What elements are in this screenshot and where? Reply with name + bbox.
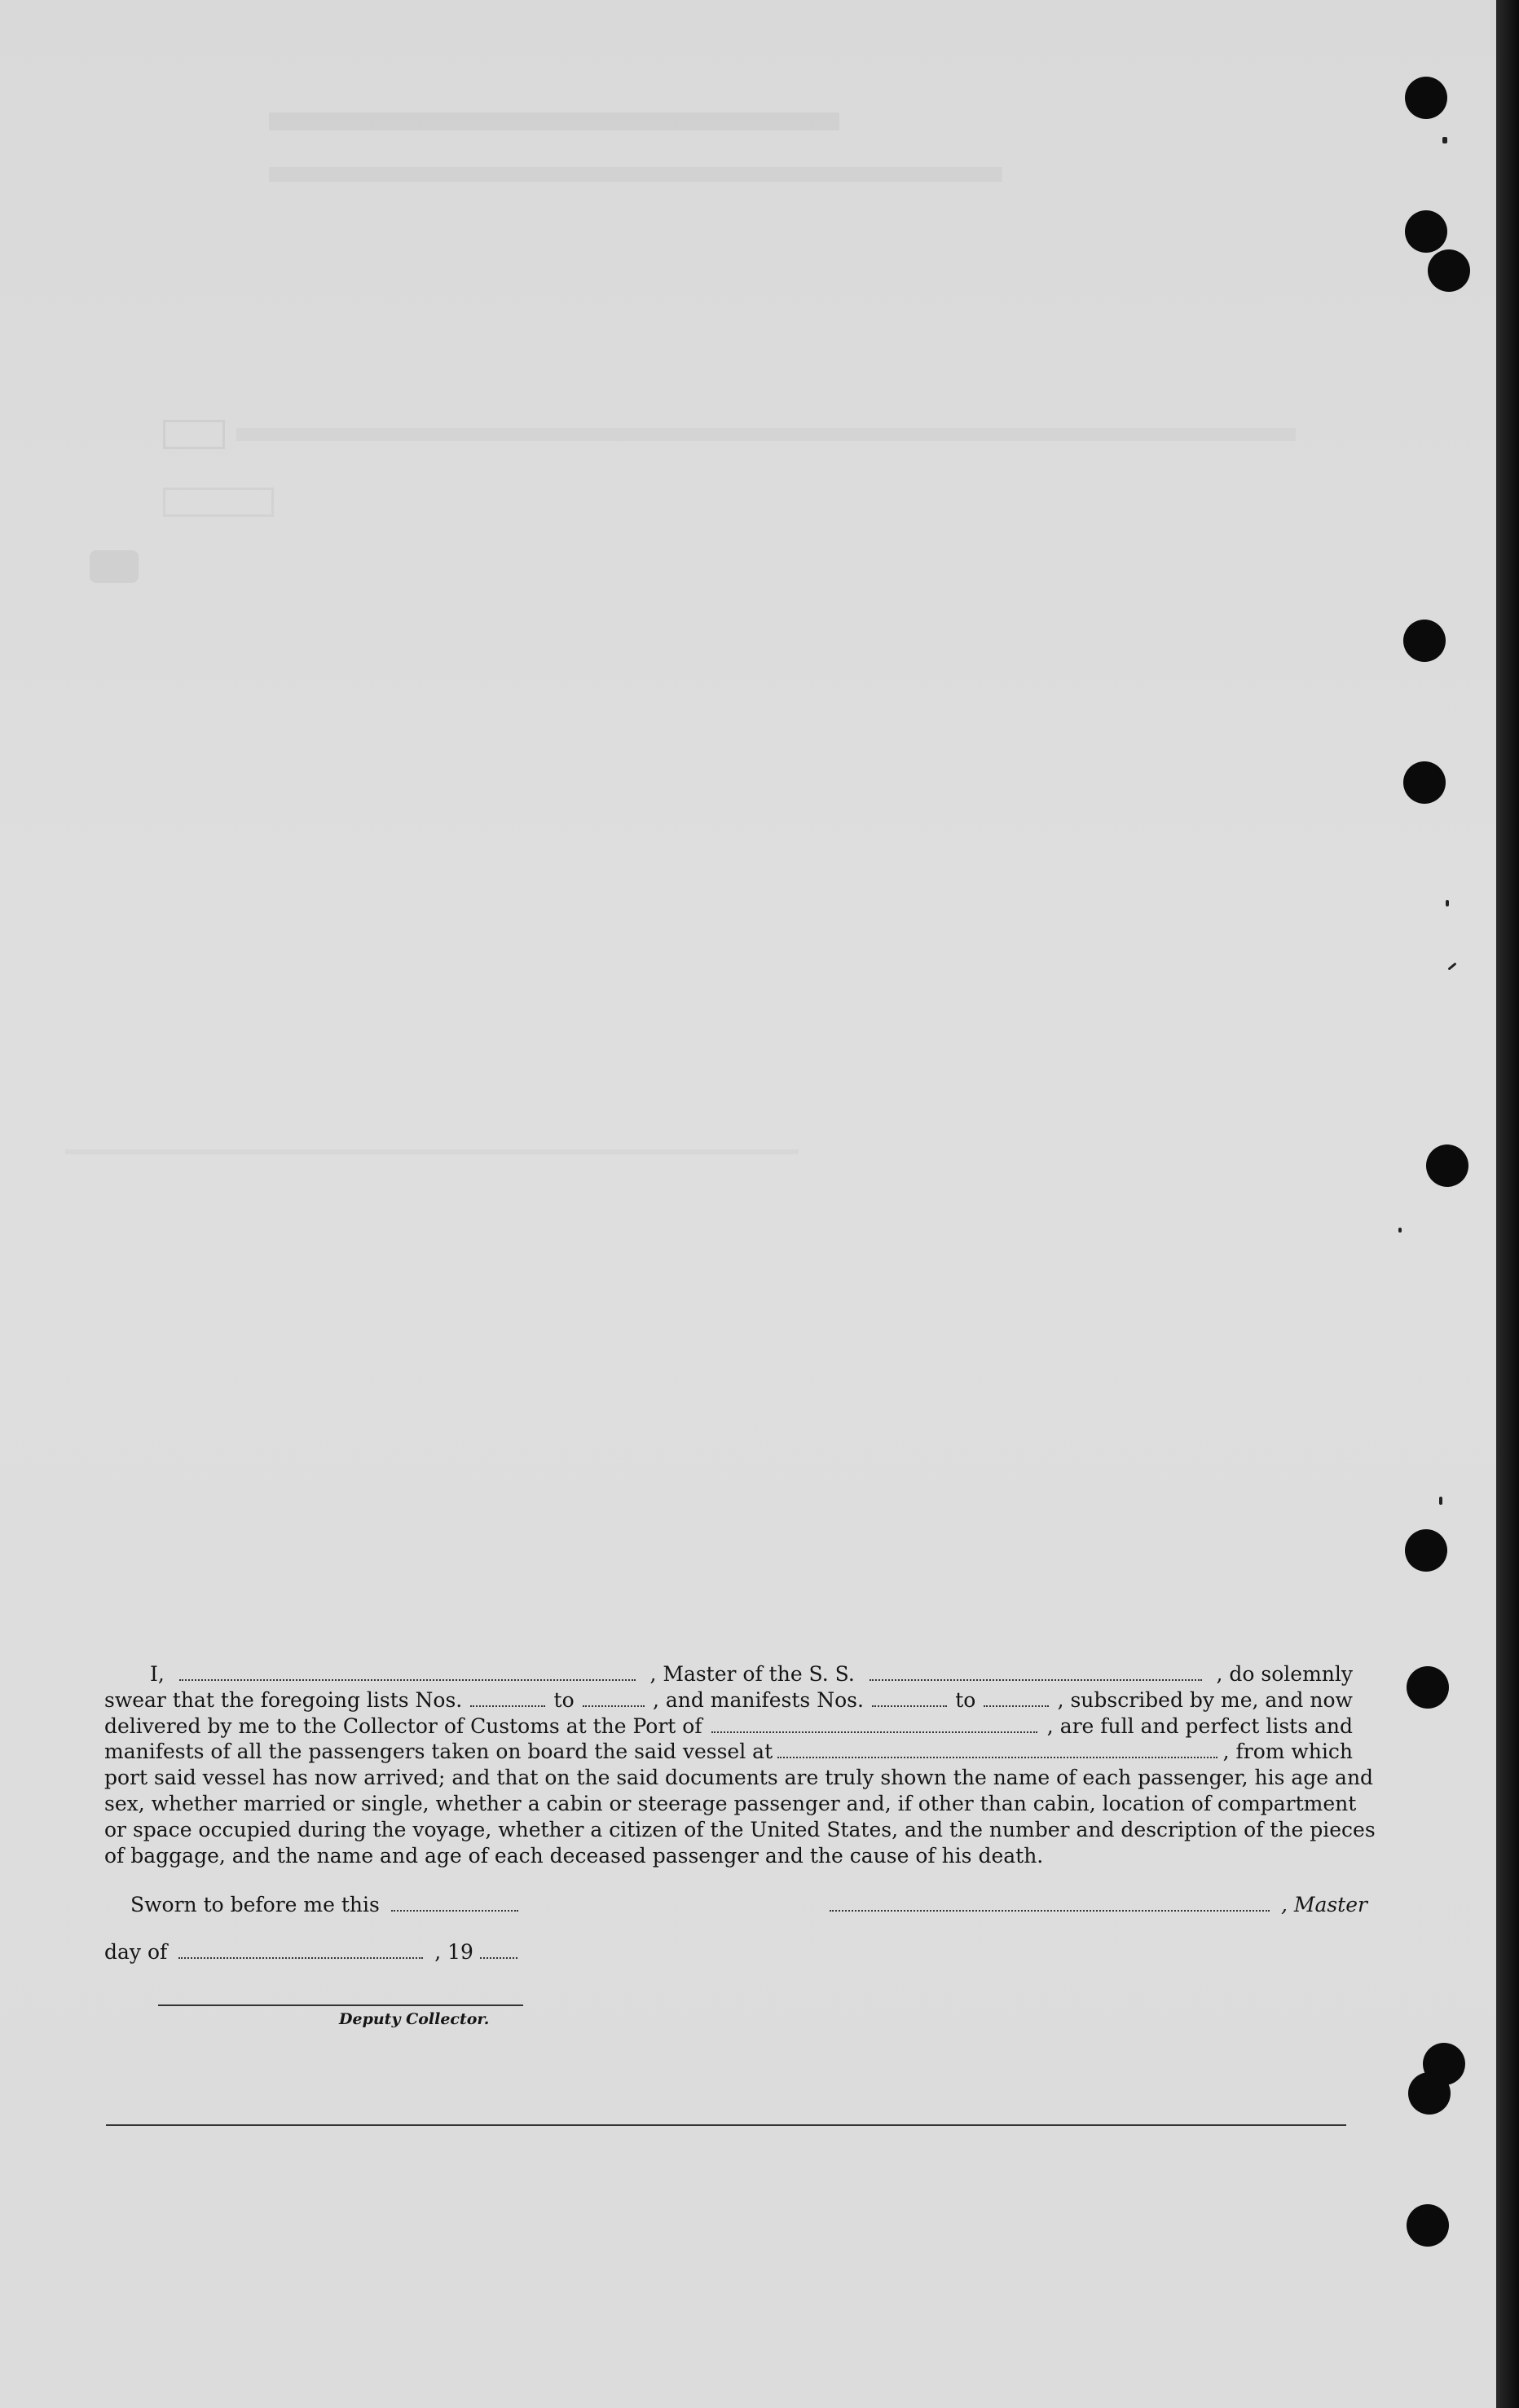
sworn-day-field[interactable]: [391, 1909, 518, 1912]
bleed-through-header: [269, 112, 839, 130]
oath-text: , are full and perfect lists and: [1046, 1713, 1353, 1738]
bleed-through-row: [236, 428, 1296, 441]
bleed-through-line: [269, 167, 1002, 182]
oath-text: , Master of the S. S.: [649, 1662, 855, 1686]
port-field[interactable]: [711, 1731, 1037, 1733]
oath-line-7: [104, 1817, 1376, 1843]
oath-line-8: [104, 1843, 1353, 1869]
bleed-through-stroke: [65, 1149, 799, 1154]
punch-hole: [1407, 2204, 1449, 2247]
oath-text: sex, whether married or single, whether a cabin or steerage passenger and, if other than cabin, location of compartment: [104, 1791, 1357, 1815]
oath-text: port said vessel has now arrived; and that on the said documents are truly shown the name of each passenger, his age and: [104, 1766, 1374, 1790]
oath-text: , and manifests Nos.: [652, 1687, 864, 1712]
oath-text: , subscribed by me, and now: [1057, 1687, 1353, 1712]
oath-text: , do solemnly: [1216, 1662, 1353, 1686]
oath-line-6: [104, 1791, 1357, 1817]
speck: [1439, 1497, 1442, 1505]
day-of-label: day of: [104, 1940, 168, 1964]
oath-paragraph: [104, 1661, 1376, 1868]
speck: [1447, 962, 1456, 970]
manifests-from-field[interactable]: [872, 1705, 947, 1707]
speck: [1446, 900, 1449, 906]
oath-line-4: [104, 1739, 1353, 1765]
bleed-through-mark: [90, 550, 139, 583]
punch-hole: [1405, 1529, 1447, 1572]
oath-line-3: [104, 1713, 1353, 1740]
year-field[interactable]: [480, 1956, 517, 1959]
bottom-rule: [106, 2124, 1346, 2126]
manifests-to-field[interactable]: [984, 1705, 1049, 1707]
oath-text: , from which: [1222, 1740, 1353, 1764]
speck: [1398, 1228, 1402, 1233]
oath-text: to: [553, 1687, 575, 1712]
day-of-line: [104, 1940, 522, 1964]
oath-text: I,: [150, 1662, 165, 1686]
punch-hole: [1405, 77, 1447, 119]
oath-text: to: [955, 1687, 976, 1712]
punch-hole: [1403, 761, 1446, 804]
year-label: , 19: [434, 1940, 473, 1964]
oath-text: or space occupied during the voyage, whether a citizen of the United States, and the number and description of the pieces: [104, 1817, 1376, 1841]
punch-hole: [1408, 2072, 1451, 2115]
sworn-label: Sworn to before me this: [130, 1893, 380, 1916]
punch-hole: [1405, 210, 1447, 253]
deputy-signature-line[interactable]: [158, 2004, 523, 2006]
lists-to-field[interactable]: [583, 1705, 645, 1707]
master-signature: [825, 1893, 1367, 1916]
month-field[interactable]: [178, 1956, 423, 1959]
speck: [1442, 137, 1447, 143]
punch-hole: [1428, 249, 1470, 292]
oath-text: manifests of all the passengers taken on board the said vessel at: [104, 1740, 773, 1764]
departure-port-field[interactable]: [777, 1756, 1217, 1758]
bleed-through-box-2: [163, 487, 274, 517]
oath-text: swear that the foregoing lists Nos.: [104, 1687, 463, 1712]
punch-hole: [1403, 620, 1446, 662]
ship-name-field[interactable]: [870, 1678, 1202, 1681]
oath-line-5: [104, 1765, 1374, 1791]
master-label: , Master: [1280, 1893, 1367, 1916]
lists-from-field[interactable]: [470, 1705, 545, 1707]
sworn-line: [130, 1893, 523, 1916]
master-name-field[interactable]: [179, 1678, 636, 1681]
punch-hole: [1426, 1144, 1468, 1187]
oath-line-2: [104, 1687, 1353, 1713]
oath-line-1: [104, 1661, 1353, 1687]
bleed-through-box: [163, 420, 225, 449]
punch-hole: [1407, 1666, 1449, 1709]
scan-edge: [1496, 0, 1519, 2408]
oath-text: of baggage, and the name and age of each deceased passenger and the cause of his death.: [104, 1843, 1044, 1868]
master-signature-field[interactable]: [830, 1909, 1270, 1912]
deputy-collector-label: Deputy Collector.: [339, 2010, 490, 2028]
oath-text: delivered by me to the Collector of Customs at the Port of: [104, 1713, 702, 1738]
